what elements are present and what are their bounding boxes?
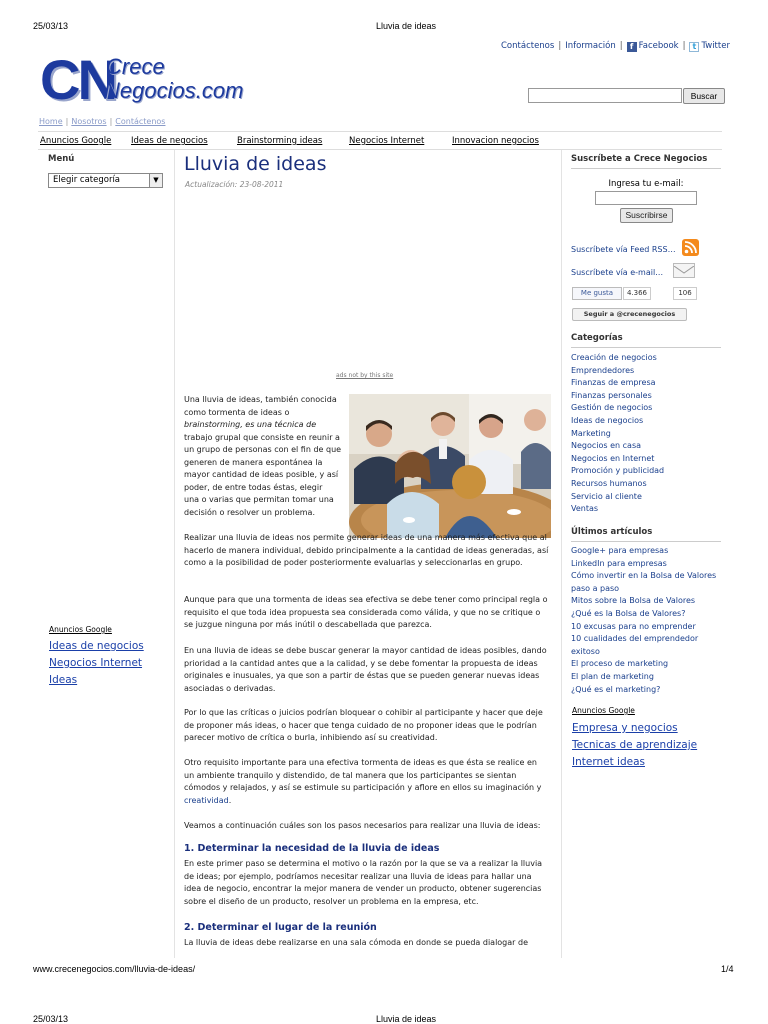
article-intro: [184, 394, 349, 519]
article-paragraph-8: En este primer paso se determina el motivo o la razón por la que se va a realizar la lluvia de ideas; por ejemplo, podríamos necesitar realizar una lluvia de ideas para hallar una idea de negocio, encontrar la mejor manera de vender un producto, obtener sugerencias sobre el diseño de un producto, resolver un problema en la empresa, etc.: [184, 859, 543, 906]
intro-line: generen de manera espontánea la: [184, 457, 323, 467]
logo-line2: Negocios.com: [104, 78, 244, 103]
info-link[interactable]: Información: [565, 41, 616, 51]
chevron-down-icon: ▼: [149, 174, 162, 187]
nav-anuncios-google[interactable]: Anuncios Google: [40, 136, 112, 146]
pdf-header-date: 25/03/13: [33, 21, 69, 31]
left-ad-link-negocios-internet[interactable]: Negocios Internet: [49, 657, 143, 669]
left-ads-links: [49, 638, 144, 689]
pdf-header2-title: Lluvia de ideas: [376, 1014, 437, 1024]
section-heading-2: 2. Determinar el lugar de la reunión: [184, 922, 377, 933]
rss-link[interactable]: Suscríbete vía Feed RSS…: [571, 245, 676, 254]
meeting-photo-illustration: [349, 394, 551, 538]
article-paragraph-3: Aunque para que una tormenta de ideas sea efectiva se debe tener como principal regla o requisito el que toda idea propuesta sea considerada como válida, y que no se critique o se juzgue ninguna por más inútil o descabellada que parezca.: [184, 595, 548, 629]
category-select-value: Elegir categoría: [53, 175, 121, 185]
search-input[interactable]: [528, 88, 682, 103]
latest-articles-list: [571, 545, 716, 696]
category-link[interactable]: Recursos humanos: [571, 478, 647, 488]
latest-article-link[interactable]: El proceso de marketing: [571, 659, 669, 669]
intro-line: una o varias que permitan tomar una: [184, 495, 334, 504]
latest-article-link[interactable]: El plan de marketing: [571, 671, 654, 681]
left-column-divider: [174, 150, 175, 958]
intro-line: trabajo grupal que consiste en reunir a: [184, 432, 340, 442]
latest-article-link[interactable]: Google+ para empresas: [571, 546, 669, 555]
subscribe-title: Suscríbete a Crece Negocios: [571, 154, 708, 164]
right-ad-link-tecnicas[interactable]: Tecnicas de aprendizaje: [572, 739, 698, 751]
email-input[interactable]: [595, 191, 697, 205]
category-link[interactable]: Creación de negocios: [571, 353, 657, 362]
category-link[interactable]: Negocios en Internet: [571, 453, 655, 463]
categories-title: Categorías: [571, 333, 623, 343]
pdf-footer-url: www.crecenegocios.com/lluvia-de-ideas/: [33, 964, 196, 974]
section-heading-1: 1. Determinar la necesidad de la lluvia de ideas: [184, 843, 440, 854]
latest-divider: [571, 541, 721, 542]
article-paragraph-5: Por lo que las críticas o juicios podrían bloquear o cohibir al participante y hacer que deje de proponer más ideas, o hacer que tenga cuidado de no proponer ideas que le podrían parecer motivo de crítica o burla, inhibiendo así su creatividad.: [184, 708, 543, 742]
article-paragraph-2: Realizar una lluvia de ideas nos permite generar ideas de una manera más efectiva que al hacerlo de manera individual, debido principalmente a la cantidad de ideas generadas, así como a la posibilidad de poder posteriormente evaluarlas y seleccionarlas en grupo.: [184, 533, 549, 567]
subscribe-button[interactable]: Suscribirse: [620, 208, 673, 223]
rss-icon[interactable]: [682, 239, 699, 256]
facebook-icon[interactable]: f: [627, 42, 637, 52]
ads-note[interactable]: ads not by this site: [336, 372, 394, 379]
left-ad-link-ideas-negocios[interactable]: Ideas de negocios: [49, 640, 144, 652]
twitter-link[interactable]: Twitter: [701, 41, 730, 51]
article-paragraph-7: Veamos a continuación cuáles son los pasos necesarios para realizar una lluvia de ideas:: [184, 821, 541, 830]
category-link[interactable]: Finanzas personales: [571, 390, 652, 400]
breadcrumb-home[interactable]: Home: [39, 117, 63, 126]
like-count: 4.366: [623, 287, 651, 300]
meeting-photo: [349, 394, 551, 538]
twitter-follow-button[interactable]: Seguir a @crecenegocios: [572, 308, 687, 321]
breadcrumb-nosotros[interactable]: Nosotros: [71, 117, 107, 126]
category-link[interactable]: Promoción y publicidad: [571, 466, 665, 476]
categories-divider: [571, 347, 721, 348]
category-link[interactable]: Negocios en casa: [571, 441, 642, 451]
search-button[interactable]: Buscar: [683, 88, 725, 104]
category-link[interactable]: Finanzas de empresa: [571, 378, 656, 388]
rss-icon-glyph: [682, 239, 699, 256]
logo-line1: Crece: [106, 54, 165, 79]
categories-list: [571, 352, 664, 516]
paragraph-6-period: .: [228, 795, 232, 805]
menu-title: Menú: [48, 154, 75, 164]
latest-article-link[interactable]: 10 excusas para no emprender: [571, 621, 696, 631]
email-label: Ingresa tu e-mail:: [608, 179, 684, 189]
facebook-link[interactable]: Facebook: [638, 41, 679, 51]
subscribe-divider: [571, 168, 721, 169]
intro-line: decisión o resolver un problema.: [184, 507, 315, 517]
article-paragraph-4: En una lluvia de ideas se debe buscar generar la mayor cantidad de ideas posibles, dando prioridad a la cantidad antes que a la calidad, y se debe fomentar la propuesta de ideas originales e inusuales, ya que son a partir de éstas que se pueden generar nuevas ideas asociadas o derivadas.: [184, 646, 547, 693]
category-link[interactable]: Emprendedores: [571, 365, 635, 375]
intro-line: Una lluvia de ideas, también conocida: [184, 395, 337, 404]
logo-cn: CN: [40, 48, 115, 111]
pdf-header-title: Lluvia de ideas: [376, 21, 437, 31]
latest-article-link[interactable]: ¿Qué es la Bolsa de Valores?: [571, 608, 686, 618]
email-subscribe-link[interactable]: Suscríbete vía e-mail…: [571, 268, 664, 277]
right-ad-link-empresa[interactable]: Empresa y negocios: [572, 722, 678, 734]
category-link[interactable]: Gestión de negocios: [571, 403, 653, 413]
left-ad-link-ideas[interactable]: Ideas: [49, 674, 78, 686]
category-link[interactable]: Ventas: [571, 504, 599, 514]
category-link[interactable]: Servicio al cliente: [571, 491, 642, 501]
latest-article-link[interactable]: Mitos sobre la Bolsa de Valores: [571, 596, 696, 606]
right-column-divider: [561, 150, 562, 958]
breadcrumb-contact[interactable]: Contáctenos: [115, 117, 166, 126]
category-select[interactable]: [48, 173, 163, 188]
facebook-like-button[interactable]: Me gusta: [572, 287, 622, 300]
share-count: 106: [673, 287, 697, 300]
right-ads-links: [572, 720, 697, 771]
pdf-footer-page: 1/4: [721, 964, 734, 974]
intro-line: un grupo de personas con el fin de que: [184, 445, 342, 454]
nav-brainstorming-ideas[interactable]: Brainstorming ideas: [237, 136, 323, 146]
latest-article-link[interactable]: ¿Qué es el marketing?: [571, 684, 661, 694]
article-paragraph-6: [184, 757, 549, 807]
intro-line: poder, de entre todas éstas, elegir: [184, 482, 323, 492]
creatividad-link[interactable]: creatividad: [184, 795, 229, 805]
intro-line: mayor cantidad de ideas posible, y así: [184, 470, 339, 479]
latest-article-link[interactable]: 10 cualidades del emprendedor: [571, 634, 699, 644]
category-link[interactable]: Marketing: [571, 428, 611, 438]
right-ad-link-internet-ideas[interactable]: Internet ideas: [572, 756, 645, 768]
twitter-icon[interactable]: t: [689, 42, 699, 52]
top-links: Contáctenos | Información | f Facebook | t Twitter: [501, 41, 730, 51]
latest-article-link[interactable]: LinkedIn para empresas: [571, 558, 667, 568]
latest-article-link[interactable]: exitoso: [571, 646, 600, 656]
contact-link[interactable]: Contáctenos: [501, 41, 555, 51]
left-ads-label[interactable]: Anuncios Google: [49, 625, 112, 634]
nav-negocios-internet[interactable]: Negocios Internet: [349, 136, 425, 146]
latest-articles-title: Últimos artículos: [571, 527, 653, 537]
pdf-header2-date: 25/03/13: [33, 1014, 69, 1024]
intro-line: brainstorming, es una técnica de: [184, 420, 317, 429]
nav-ideas-negocios[interactable]: Ideas de negocios: [131, 136, 208, 146]
article-paragraph-9: La lluvia de ideas debe realizarse en una sala cómoda en donde se pueda dialogar de: [184, 938, 528, 947]
right-ads-label[interactable]: Anuncios Google: [572, 706, 635, 715]
article-title: Lluvia de ideas: [184, 153, 327, 175]
paragraph-6-text: Otro requisito importante para una efectiva tormenta de ideas es que ésta se realice en un ambiente tranquilo y distendido, de tal manera que los participantes se sientan cómodos y relajados, y así se estimule su participación y aflore en ellos su imaginación y: [184, 758, 542, 792]
envelope-icon-glyph: [674, 266, 694, 279]
envelope-icon[interactable]: [673, 263, 695, 278]
article-date: Actualización: 23-08-2011: [185, 180, 284, 189]
latest-article-link[interactable]: paso a paso: [571, 583, 620, 593]
intro-line: como tormenta de ideas o: [184, 407, 290, 417]
site-logo[interactable]: [40, 50, 280, 110]
nav-innovacion-negocios[interactable]: Innovacion negocios: [452, 136, 539, 146]
category-link[interactable]: Ideas de negocios: [571, 415, 644, 425]
breadcrumb: Home | Nosotros | Contáctenos: [39, 117, 166, 126]
latest-article-link[interactable]: Cómo invertir en la Bolsa de Valores: [571, 571, 717, 581]
